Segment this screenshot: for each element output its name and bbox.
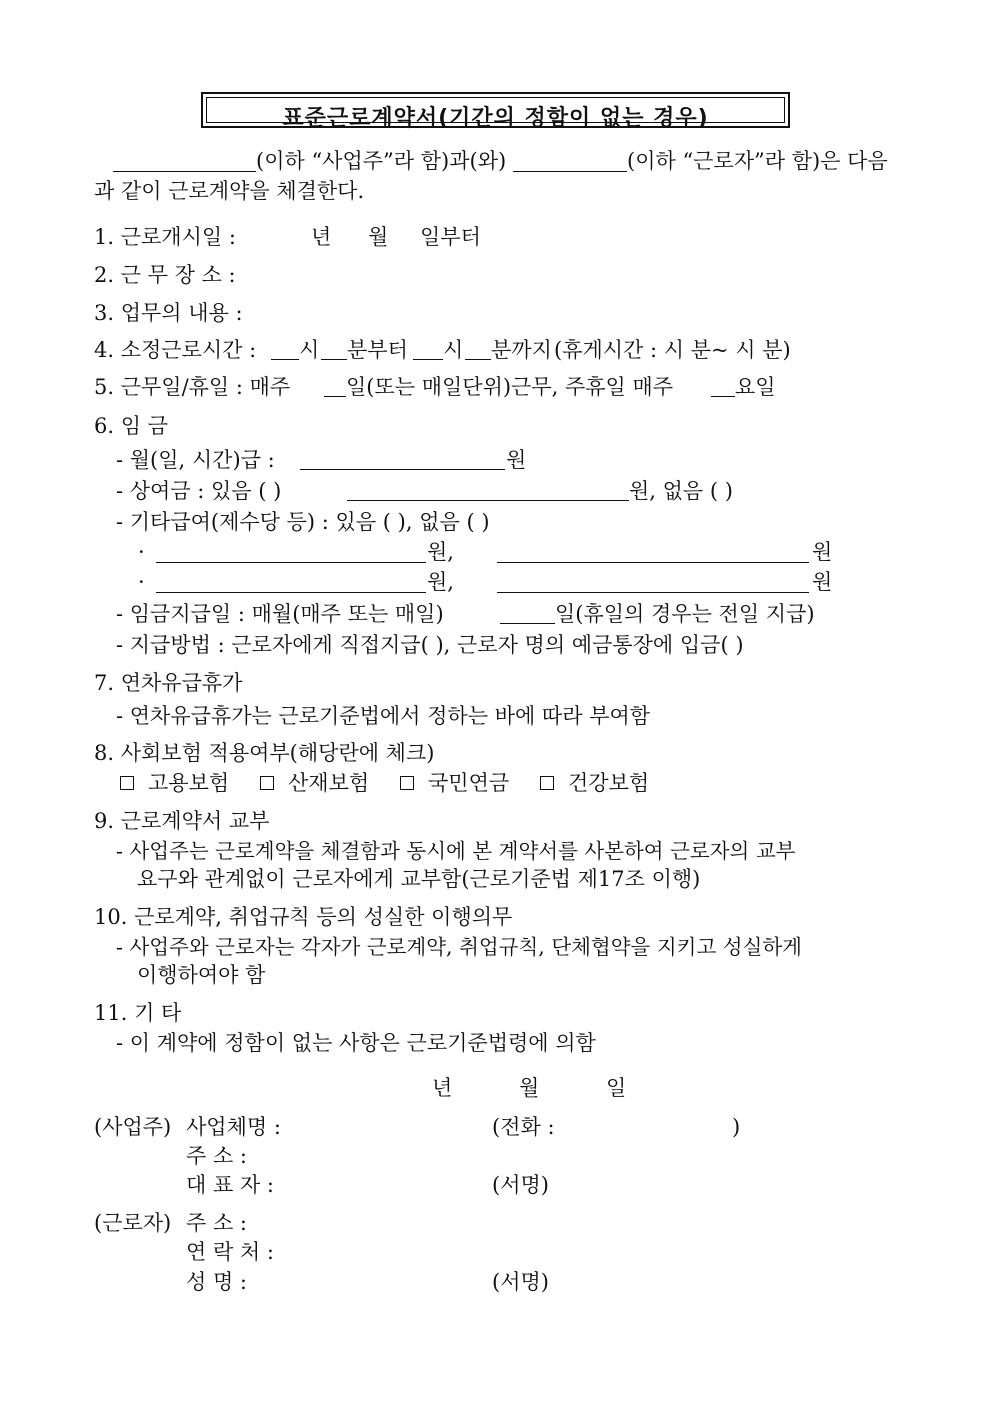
item6-payday-a: - 임금지급일 : 매월(매주 또는 매일) bbox=[116, 602, 444, 626]
item6-bonus-label: - 상여금 : 있음 ( ) bbox=[116, 479, 282, 503]
option-health-insurance: 건강보험 bbox=[568, 771, 650, 795]
employer-name-blank[interactable] bbox=[113, 171, 256, 172]
document-title: 표준근로계약서(기간의 정함이 없는 경우) bbox=[282, 106, 709, 131]
worker-name-blank[interactable] bbox=[513, 171, 627, 172]
other-pay-won-1b: 원 bbox=[812, 540, 833, 564]
item4-si1: 시 bbox=[299, 338, 320, 362]
item4-label: 4. 소정근로시간 : bbox=[94, 338, 257, 362]
employer-phone-label: (전화 : bbox=[492, 1115, 555, 1139]
other-pay-won-2a: 원, bbox=[427, 570, 454, 594]
worker-address-label: 주 소 : bbox=[186, 1211, 247, 1235]
other-pay-blank-2a[interactable] bbox=[156, 592, 426, 593]
item3-label: 3. 업무의 내용 : bbox=[94, 301, 243, 325]
worker-label: (근로자) bbox=[94, 1211, 172, 1235]
checkbox-health-insurance[interactable] bbox=[540, 776, 554, 790]
option-employment-insurance: 고용보험 bbox=[148, 771, 230, 795]
other-pay-dot-2: · bbox=[138, 570, 145, 594]
other-pay-blank-1a[interactable] bbox=[156, 562, 426, 563]
item5-c: 요일 bbox=[735, 375, 776, 399]
item7-label: 7. 연차유급휴가 bbox=[94, 671, 243, 695]
date-day: 일 bbox=[606, 1076, 627, 1100]
item6-bonus-won: 원, 없음 ( ) bbox=[629, 479, 733, 503]
item10-label: 10. 근로계약, 취업규칙 등의 성실한 이행의무 bbox=[94, 905, 513, 929]
checkbox-national-pension[interactable] bbox=[400, 776, 414, 790]
end-hour-blank[interactable] bbox=[413, 359, 443, 360]
date-year: 년 bbox=[432, 1076, 453, 1100]
intro-part2: (이하 “근로자”라 함)은 다음 bbox=[627, 149, 888, 173]
item1-label: 1. 근로개시일 : bbox=[94, 225, 236, 249]
item4-break: (휴게시간 : 시 분~ 시 분) bbox=[554, 338, 791, 362]
item6-monthly-won: 원 bbox=[506, 448, 527, 472]
other-pay-won-1a: 원, bbox=[427, 540, 454, 564]
item11-label: 11. 기 타 bbox=[94, 1001, 182, 1025]
item10-desc2: 이행하여야 함 bbox=[137, 963, 266, 987]
checkbox-industrial-accident-insurance[interactable] bbox=[260, 776, 274, 790]
item5-a: 5. 근무일/휴일 : 매주 bbox=[94, 375, 291, 399]
item6-other-label: - 기타급여(제수당 등) : 있음 ( ), 없음 ( ) bbox=[116, 510, 490, 534]
employer-phone-close: ) bbox=[732, 1115, 741, 1139]
item1-day: 일부터 bbox=[420, 225, 481, 249]
worker-contact-label: 연 락 처 : bbox=[186, 1240, 274, 1264]
item9-desc1: - 사업주는 근로계약을 체결함과 동시에 본 계약서를 사본하여 근로자의 교부 bbox=[116, 839, 796, 863]
employer-signature: (서명) bbox=[492, 1173, 549, 1197]
option-industrial-accident-insurance: 산재보험 bbox=[288, 771, 370, 795]
payday-blank[interactable] bbox=[500, 623, 555, 624]
item5-b: 일(또는 매일단위)근무, 주휴일 매주 bbox=[346, 375, 674, 399]
checkbox-employment-insurance[interactable] bbox=[120, 776, 134, 790]
item9-label: 9. 근로계약서 교부 bbox=[94, 809, 270, 833]
date-month: 월 bbox=[519, 1076, 540, 1100]
other-pay-blank-2b[interactable] bbox=[497, 592, 809, 593]
other-pay-blank-1b[interactable] bbox=[497, 562, 809, 563]
item4-until: 분까지 bbox=[491, 338, 552, 362]
intro-line2: 과 같이 근로계약을 체결한다. bbox=[94, 179, 365, 203]
item4-from: 분부터 bbox=[347, 338, 408, 362]
item6-method: - 지급방법 : 근로자에게 직접지급( ), 근로자 명의 예금통장에 입금( ) bbox=[116, 633, 744, 657]
start-hour-blank[interactable] bbox=[271, 359, 299, 360]
item1-month: 월 bbox=[368, 225, 389, 249]
workdays-blank[interactable] bbox=[324, 396, 346, 397]
weekly-holiday-blank[interactable] bbox=[711, 396, 735, 397]
employer-label: (사업주) bbox=[94, 1115, 172, 1139]
item6-payday-b: 일(휴일의 경우는 전일 지급) bbox=[555, 602, 815, 626]
item7-desc: - 연차유급휴가는 근로기준법에서 정하는 바에 따라 부여함 bbox=[116, 704, 651, 728]
worker-signature: (서명) bbox=[492, 1270, 549, 1294]
item11-desc: - 이 계약에 정함이 없는 사항은 근로기준법령에 의함 bbox=[116, 1031, 596, 1055]
item2-label: 2. 근 무 장 소 : bbox=[94, 263, 236, 287]
end-minute-blank[interactable] bbox=[465, 359, 491, 360]
intro-part1: (이하 “사업주”라 함)과(와) bbox=[256, 149, 507, 173]
item8-label: 8. 사회보험 적용여부(해당란에 체크) bbox=[94, 741, 435, 765]
monthly-wage-blank[interactable] bbox=[300, 469, 505, 470]
employer-rep-label: 대 표 자 : bbox=[186, 1173, 274, 1197]
item1-year: 년 bbox=[311, 225, 332, 249]
item6-label: 6. 임 금 bbox=[94, 414, 168, 438]
bonus-amount-blank[interactable] bbox=[347, 500, 629, 501]
item9-desc2: 요구와 관계없이 근로자에게 교부함(근로기준법 제17조 이행) bbox=[137, 867, 701, 891]
item4-si2: 시 bbox=[443, 338, 464, 362]
start-minute-blank[interactable] bbox=[321, 359, 347, 360]
other-pay-dot-1: · bbox=[138, 540, 145, 564]
item10-desc1: - 사업주와 근로자는 각자가 근로계약, 취업규칙, 단체협약을 지키고 성실하게 bbox=[116, 935, 802, 959]
option-national-pension: 국민연금 bbox=[428, 771, 510, 795]
employer-company-label: 사업체명 : bbox=[186, 1115, 281, 1139]
worker-name-label: 성 명 : bbox=[186, 1270, 247, 1294]
title-box bbox=[201, 92, 790, 131]
employer-address-label: 주 소 : bbox=[186, 1144, 247, 1168]
other-pay-won-2b: 원 bbox=[812, 570, 833, 594]
item6-monthly-label: - 월(일, 시간)급 : bbox=[116, 448, 275, 472]
